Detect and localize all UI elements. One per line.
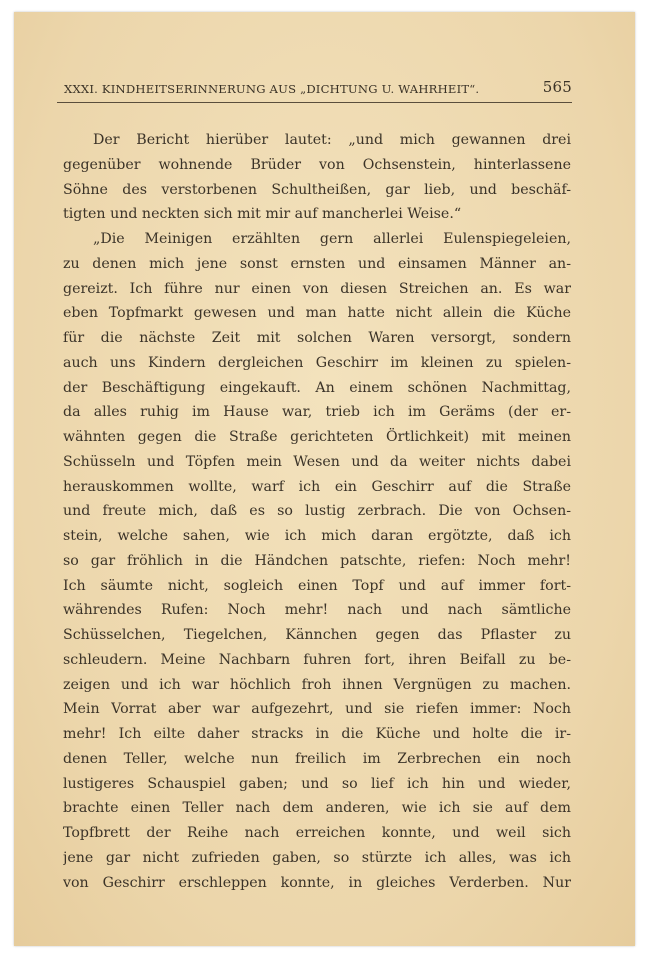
chapter-title: XXXI. KINDHEITSERINNERUNG AUS „DICHTUNG U. WAHRHEIT“.: [64, 82, 480, 96]
text-line: auch uns Kindern dergleichen Geschirr im kleinen zu spielen-: [63, 354, 571, 371]
text-line: Der Bericht hierüber lautet: „und mich gewannen drei: [93, 132, 571, 148]
text-line: Schüsselchen, Tiegelchen, Kännchen gegen das Pflaster zu: [63, 627, 571, 643]
body-text: [63, 128, 571, 895]
text-line: gereizt. Ich führe nur einen von diesen Streichen an. Es war: [63, 280, 571, 297]
text-line: stein, welche sahen, wie ich mich daran ergötzte, daß ich: [63, 528, 571, 544]
text-line: denen Teller, welche nun freilich im Zerbrechen ein noch: [63, 750, 571, 767]
text-line: für die nächste Zeit mit solchen Waren versorgt, sondern: [63, 330, 571, 346]
text-line: währendes Rufen: Noch mehr! nach und nach sämtliche: [63, 602, 571, 619]
text-line: schleudern. Meine Nachbarn fuhren fort, ihren Beifall zu be-: [63, 651, 571, 668]
text-line: der Beschäftigung eingekauft. An einem schönen Nachmittag,: [63, 379, 571, 396]
text-line: zu denen mich jene sonst ernsten und einsamen Männer an-: [63, 255, 571, 272]
text-line: tigten und neckten sich mit mir auf mancherlei Weise.“: [63, 206, 462, 223]
text-line: herauskommen wollte, warf ich ein Geschirr auf die Straße: [63, 478, 571, 495]
text-line: eben Topfmarkt gewesen und man hatte nicht allein die Küche: [63, 305, 571, 322]
text-line: lustigeres Schauspiel gaben; und so lief ich hin und wieder,: [63, 775, 571, 792]
text-line: Söhne des verstorbenen Schultheißen, gar lieb, und beschäf-: [63, 181, 571, 198]
text-line: brachte einen Teller nach dem anderen, wie ich sie auf dem: [63, 800, 571, 817]
header-rule: [57, 102, 572, 103]
text-line: von Geschirr erschleppen konnte, in gleiches Verderben. Nur: [63, 874, 571, 891]
text-line: jene gar nicht zufrieden gaben, so stürzte ich alles, was ich: [63, 849, 571, 866]
text-line: Mein Vorrat aber war aufgezehrt, und sie riefen immer: Noch: [63, 701, 571, 718]
text-line: „Die Meinigen erzählten gern allerlei Eulenspiegeleien,: [93, 231, 571, 247]
text-line: Ich säumte nicht, sogleich einen Topf und auf immer fort-: [63, 577, 571, 594]
page-number: 565: [542, 78, 572, 96]
text-line: und freute mich, daß es so lustig zerbrach. Die von Ochsen-: [63, 503, 571, 520]
text-line: gegenüber wohnende Brüder von Ochsenstein, hinterlassene: [63, 156, 571, 173]
text-line: Topfbrett der Reihe nach erreichen konnte, und weil sich: [63, 825, 571, 841]
text-line: da alles ruhig im Hause war, trieb ich im Geräms (der er-: [63, 404, 571, 421]
text-line: wähnten gegen die Straße gerichteten Örtlichkeit) mit meinen: [63, 429, 571, 445]
text-line: Schüsseln und Töpfen mein Wesen und da weiter nichts dabei: [63, 453, 571, 470]
text-line: so gar fröhlich in die Händchen patschte, riefen: Noch mehr!: [63, 552, 571, 569]
text-line: zeigen und ich war höchlich froh ihnen Vergnügen zu machen.: [63, 676, 571, 693]
text-line: mehr! Ich eilte daher stracks in die Küche und holte die ir-: [63, 726, 571, 742]
running-header: [57, 80, 572, 100]
